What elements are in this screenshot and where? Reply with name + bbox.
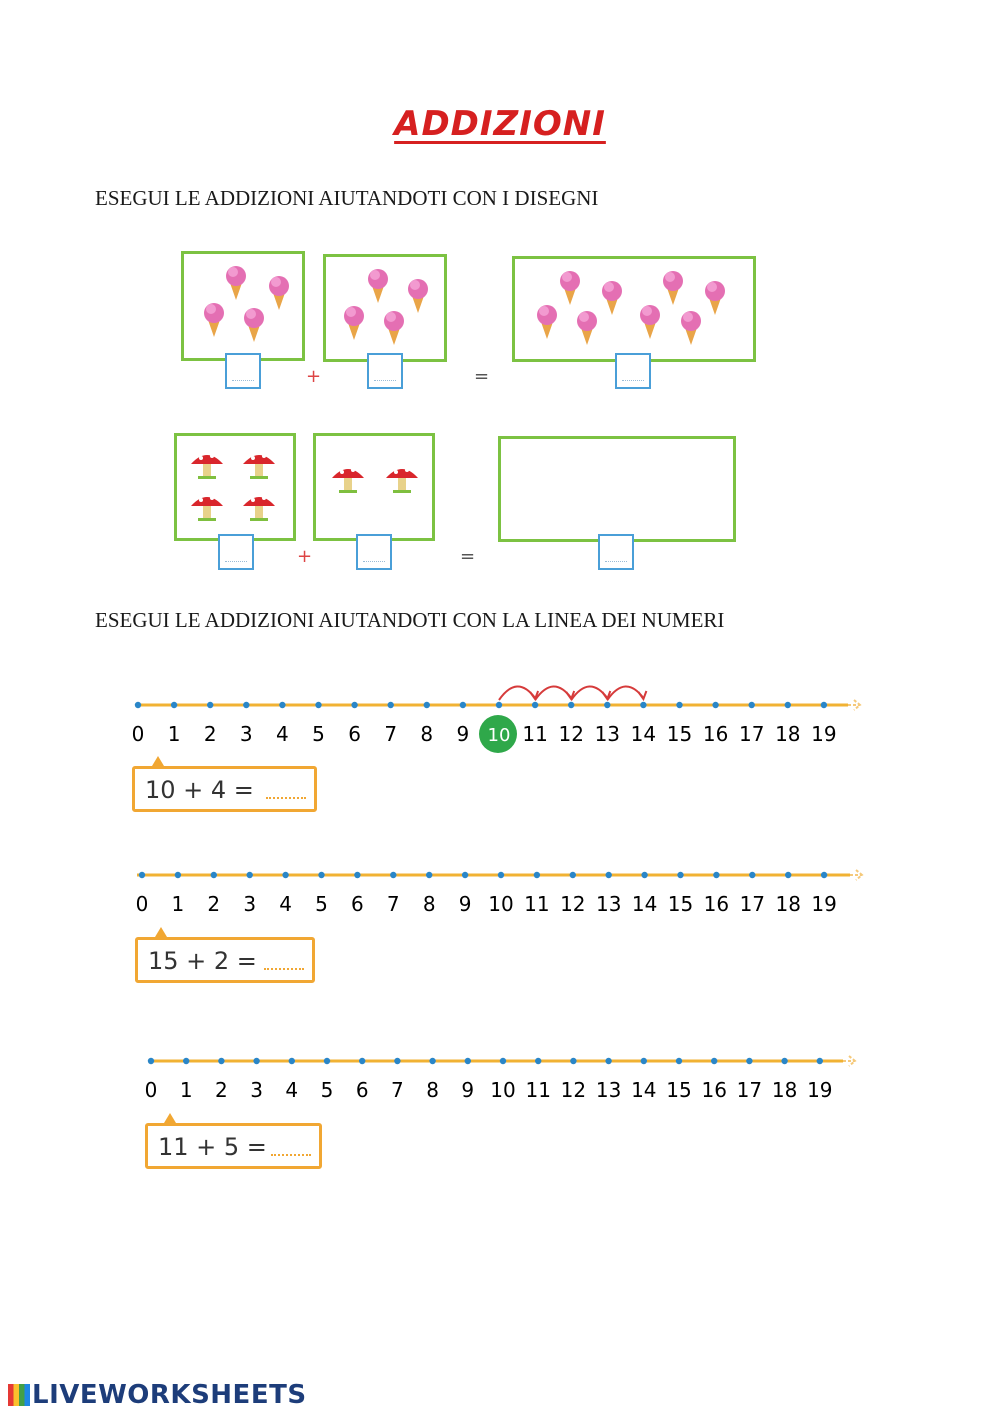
tick-dot (207, 702, 213, 708)
number-label: 2 (203, 722, 217, 746)
tick-dot (175, 872, 181, 878)
tick-dot (498, 872, 504, 878)
tick-dot (359, 1058, 365, 1064)
mushroom-group (177, 436, 293, 538)
ice-cream-icon (226, 266, 246, 300)
number-label: 17 (739, 892, 766, 916)
number-label: 14 (631, 1078, 657, 1102)
equals-sign: = (474, 366, 490, 387)
logo-text: LIVEWORKSHEETS (32, 1380, 307, 1410)
number-line-3 (133, 1026, 893, 1111)
number-label: 9 (461, 1078, 475, 1102)
ice-cream-group (184, 254, 302, 358)
equation-text: 15 + 2 = (148, 947, 257, 975)
tick-dot (351, 702, 357, 708)
equation-box[interactable] (132, 766, 317, 812)
mushroom-icon (191, 454, 223, 479)
ice-cream-icon (681, 311, 701, 345)
number-label: 15 (666, 1078, 692, 1102)
number-label: 12 (560, 1078, 587, 1102)
tick-dot (713, 872, 719, 878)
picture-frame-left (181, 251, 305, 361)
number-labels (136, 892, 837, 916)
tick-dot (640, 702, 646, 708)
tick-dot (282, 872, 288, 878)
number-label: 16 (703, 892, 730, 916)
answer-blank[interactable] (266, 797, 306, 799)
number-label: 6 (355, 1078, 369, 1102)
number-label: 11 (525, 1078, 551, 1102)
tick-dot (424, 702, 430, 708)
hop-arrowhead (638, 691, 646, 699)
ice-cream-icon (244, 308, 264, 342)
ice-cream-icon (204, 303, 224, 337)
number-label: 19 (811, 892, 837, 916)
number-label: 6 (351, 892, 364, 916)
number-label: 9 (456, 722, 470, 746)
number-label: 2 (215, 1078, 228, 1102)
picture-frame-result (512, 256, 756, 362)
tick-dot (781, 1058, 787, 1064)
tick-dot (318, 872, 324, 878)
number-label: 15 (667, 892, 694, 916)
number-label: 11 (524, 892, 550, 916)
bubble-tail (164, 1113, 176, 1123)
tick-dot (711, 1058, 717, 1064)
bubble-tail (155, 927, 167, 937)
number-label: 13 (594, 722, 621, 746)
tick-dot (324, 1058, 330, 1064)
tick-dot (183, 1058, 189, 1064)
tick-dot (604, 702, 610, 708)
number-label: 10 (487, 725, 511, 746)
number-labels (145, 1078, 833, 1102)
ice-cream-icon (408, 279, 428, 313)
number-label: 13 (595, 892, 622, 916)
tick-dot (253, 1058, 259, 1064)
hop-arrows (499, 686, 646, 700)
plus-sign: + (306, 366, 322, 387)
ice-cream-icon (663, 271, 683, 305)
number-label: 5 (320, 1078, 334, 1102)
ice-cream-icon (384, 311, 404, 345)
number-label: 4 (276, 722, 289, 746)
tick-dot (821, 702, 827, 708)
number-label: 1 (167, 722, 181, 746)
tick-dot (712, 702, 718, 708)
liveworksheets-logo (8, 1380, 307, 1410)
tick-dot (605, 1058, 611, 1064)
tick-dot (139, 872, 145, 878)
page-title: ADDIZIONI (394, 104, 606, 144)
number-label: 14 (630, 722, 657, 746)
logo-icon (8, 1384, 30, 1406)
tick-dot (568, 702, 574, 708)
number-label: 18 (771, 1078, 798, 1102)
tick-dot (465, 1058, 471, 1064)
number-label: 1 (179, 1078, 193, 1102)
number-label: 18 (775, 892, 801, 916)
picture-frame-result[interactable] (498, 436, 736, 542)
equation-box[interactable] (135, 937, 315, 983)
ice-cream-icon (344, 306, 364, 340)
tick-dot (570, 872, 576, 878)
number-label: 3 (243, 892, 257, 916)
ice-cream-icon (602, 281, 622, 315)
ice-cream-icon (269, 276, 289, 310)
tick-dot (570, 1058, 576, 1064)
hop-arrow (499, 686, 535, 700)
number-label: 7 (384, 722, 398, 746)
tick-dot (243, 702, 249, 708)
mushroom-icon (243, 496, 275, 521)
tick-dot (460, 702, 466, 708)
plus-sign: + (297, 546, 313, 567)
tick-dot (606, 872, 612, 878)
tick-dot (532, 702, 538, 708)
ice-cream-icon (537, 305, 557, 339)
tick-dot (289, 1058, 295, 1064)
tick-dot (354, 872, 360, 878)
equation-text: 10 + 4 = (145, 776, 254, 804)
answer-box[interactable] (356, 534, 392, 570)
tick-dot (135, 702, 141, 708)
tick-dot (785, 702, 791, 708)
bubble-tail (152, 756, 164, 766)
number-label: 5 (315, 892, 328, 916)
tick-dot (677, 872, 683, 878)
number-label: 4 (285, 1078, 299, 1102)
number-label: 8 (426, 1078, 439, 1102)
number-label: 19 (811, 722, 837, 746)
number-label: 1 (171, 892, 185, 916)
number-label: 14 (631, 892, 658, 916)
tick-dot (496, 702, 502, 708)
number-line-1 (120, 670, 880, 755)
ice-cream-icon (560, 271, 580, 305)
mushroom-icon (243, 454, 275, 479)
equation-text: 11 + 5 = (158, 1133, 267, 1161)
number-line-2 (122, 840, 882, 925)
tick-dot (426, 872, 432, 878)
ice-cream-icon (577, 311, 597, 345)
answer-box[interactable] (367, 353, 403, 389)
tick-dot (390, 872, 396, 878)
number-label: 4 (279, 892, 292, 916)
picture-frame-right (323, 254, 447, 362)
number-label: 18 (775, 722, 801, 746)
number-label: 12 (560, 892, 586, 916)
number-label: 8 (422, 892, 436, 916)
answer-blank[interactable] (264, 968, 304, 970)
number-label: 16 (702, 722, 729, 746)
tick-dot (746, 1058, 752, 1064)
tick-dot (785, 872, 791, 878)
number-label: 17 (738, 722, 765, 746)
number-label: 19 (807, 1078, 833, 1102)
number-label: 10 (490, 1078, 516, 1102)
picture-frame-right (313, 433, 435, 541)
tick-dot (749, 702, 755, 708)
tick-dot (394, 1058, 400, 1064)
tick-dot (279, 702, 285, 708)
answer-blank[interactable] (271, 1154, 311, 1156)
ice-cream-icon (705, 281, 725, 315)
ice-cream-group (326, 257, 444, 359)
answer-box[interactable] (218, 534, 254, 570)
number-label: 9 (458, 892, 472, 916)
answer-box[interactable] (615, 353, 651, 389)
ice-cream-icon (368, 269, 388, 303)
tick-dot (218, 1058, 224, 1064)
tick-dot (534, 872, 540, 878)
tick-dot (676, 702, 682, 708)
tick-dot (676, 1058, 682, 1064)
number-label: 16 (701, 1078, 727, 1102)
number-label: 3 (250, 1078, 263, 1102)
number-label: 7 (391, 1078, 404, 1102)
tick-dot (462, 872, 468, 878)
number-label: 11 (522, 722, 548, 746)
number-label: 0 (144, 1078, 158, 1102)
number-label: 12 (558, 722, 584, 746)
number-label: 0 (131, 722, 145, 746)
tick-dot (535, 1058, 541, 1064)
number-label: 8 (420, 722, 434, 746)
mushroom-icon (191, 496, 223, 521)
number-label: 7 (386, 892, 400, 916)
tick-dot (749, 872, 755, 878)
tick-dot (641, 872, 647, 878)
tick-dot (641, 1058, 647, 1064)
number-label: 6 (348, 722, 361, 746)
number-label: 13 (595, 1078, 622, 1102)
mushroom-icon (332, 468, 364, 493)
tick-dot (500, 1058, 506, 1064)
hop-arrow (607, 686, 643, 700)
hop-arrow (571, 686, 607, 700)
tick-dot (821, 872, 827, 878)
ice-cream-group (515, 259, 753, 359)
tick-dot (817, 1058, 823, 1064)
tick-dot (388, 702, 394, 708)
tick-dot (315, 702, 321, 708)
tick-dot (247, 872, 253, 878)
number-label: 0 (135, 892, 149, 916)
equation-box[interactable] (145, 1123, 322, 1169)
number-label: 3 (239, 722, 253, 746)
number-label: 5 (312, 722, 325, 746)
tick-dot (171, 702, 177, 708)
picture-frame-left (174, 433, 296, 541)
number-label: 10 (488, 892, 514, 916)
ice-cream-icon (640, 305, 660, 339)
number-label: 2 (207, 892, 221, 916)
number-label: 17 (736, 1078, 763, 1102)
mushroom-icon (386, 468, 418, 493)
instruction-pictures: ESEGUI LE ADDIZIONI AIUTANDOTI CON I DISEGNI (95, 186, 599, 210)
number-label: 15 (666, 722, 693, 746)
hop-arrow (535, 686, 571, 700)
equals-sign: = (460, 546, 476, 567)
mushroom-group (316, 436, 432, 538)
tick-dot (211, 872, 217, 878)
instruction-number-line: ESEGUI LE ADDIZIONI AIUTANDOTI CON LA LINEA DEI NUMERI (95, 608, 725, 632)
tick-dot (148, 1058, 154, 1064)
answer-box[interactable] (598, 534, 634, 570)
tick-dot (429, 1058, 435, 1064)
answer-box[interactable] (225, 353, 261, 389)
